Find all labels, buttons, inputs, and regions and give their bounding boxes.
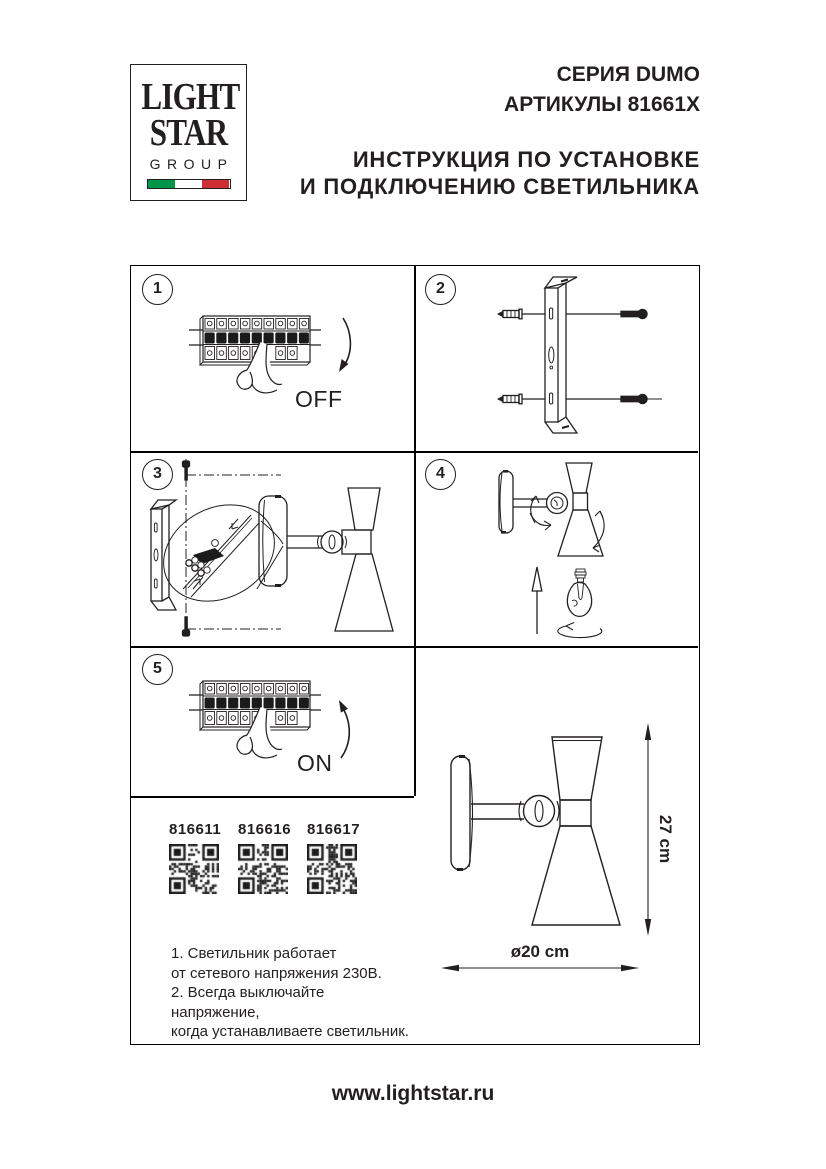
arrow-down-icon: [339, 318, 350, 372]
step2-panel: [414, 266, 701, 451]
lamp-canopy-icon: [451, 755, 473, 871]
diameter-dimension-label: ø20 cm: [510, 942, 570, 961]
qr-item: [307, 821, 361, 894]
qr-code: [169, 844, 219, 894]
logo-word-group: GROUP: [149, 156, 234, 172]
mounting-bracket-illustration: [414, 266, 701, 451]
qr-item: [238, 821, 292, 894]
rotate-arrow-knob-icon: [530, 496, 551, 530]
articles-title: АРТИКУЛЫ 81661X: [504, 93, 700, 116]
light-bulb-icon: [567, 569, 591, 616]
qr-code: [238, 844, 288, 894]
step1-number-badge: 1: [142, 274, 173, 305]
lightstar-logo: [130, 64, 247, 201]
up-arrow-icon: [532, 567, 542, 634]
website-url: www.lightstar.ru: [331, 1082, 495, 1105]
note-line: 2. Всегда выключайте напряжение,: [171, 984, 325, 1021]
qr-article-number: 816617: [307, 821, 361, 838]
qr-article-number: 816611: [169, 821, 222, 838]
height-dimension-label: 27 cm: [656, 814, 675, 864]
circuit-breaker-off-illustration: [131, 266, 414, 451]
step1-panel: [131, 266, 414, 451]
screw-bottom-icon: [183, 617, 190, 636]
dimensions-panel: [414, 646, 701, 1046]
qr-article-number: 816616: [238, 821, 292, 838]
series-block: [504, 60, 700, 120]
safety-notes: [171, 944, 414, 1042]
instruction-title-line1: ИНСТРУКЦИЯ ПО УСТАНОВКЕ: [352, 147, 700, 172]
step2-number-badge: 2: [425, 274, 456, 305]
qr-notes-panel: [131, 796, 414, 1046]
logo-word-star: STAR: [149, 112, 228, 154]
screw-top-icon: [183, 461, 190, 480]
lamp-shade-icon: [532, 737, 620, 925]
lamp-arm-icon: [471, 804, 524, 819]
arrow-up-icon: [339, 700, 349, 758]
rotate-arrow-bulb-icon: [558, 623, 602, 638]
centerline-horizontal: [186, 475, 281, 629]
adjustment-knob-icon: [519, 796, 559, 827]
series-title: СЕРИЯ DUMO: [556, 63, 700, 86]
qr-row: [169, 821, 361, 894]
wall-bracket-icon: [545, 277, 577, 433]
wall-anchor-bottom-icon: [497, 394, 545, 404]
adjustment-knob-icon: [547, 493, 568, 514]
screw-bottom-icon: [566, 394, 662, 403]
note-line: когда устанавливаете светильник.: [171, 1023, 409, 1040]
italian-flag-stripe: [147, 179, 231, 189]
note-line: 1. Светильник работает: [171, 945, 337, 962]
circuit-breaker-on-illustration: [131, 646, 414, 796]
note-line: от сетевого напряжения 230В.: [171, 964, 382, 982]
instruction-title: [300, 146, 700, 200]
lamp-canopy-icon: [499, 470, 513, 534]
lamp-arm-icon: [513, 499, 547, 507]
lamp-mounting-illustration: [131, 451, 414, 646]
lamp-adjustment-illustration: [414, 451, 701, 646]
on-label: ON: [297, 750, 333, 776]
logo-word-light: LIGHT: [141, 76, 240, 118]
flag-red: [202, 180, 229, 188]
lamp-dimensions-illustration: [414, 646, 701, 1046]
qr-item: [169, 821, 222, 894]
step3-panel: [131, 451, 414, 646]
step4-panel: [414, 451, 701, 646]
flag-white: [175, 180, 202, 188]
height-dimension: [645, 723, 651, 936]
instruction-title-line2: И ПОДКЛЮЧЕНИЮ СВЕТИЛЬНИКА: [299, 174, 700, 199]
diameter-dimension: [441, 965, 639, 971]
step5-number-badge: 5: [142, 654, 173, 685]
qr-code: [307, 844, 357, 894]
off-label: OFF: [295, 386, 343, 412]
flag-green: [148, 180, 175, 188]
step5-panel: [131, 646, 414, 796]
wall-anchor-top-icon: [497, 309, 545, 319]
steps-table: [130, 265, 700, 1045]
lamp-shade-icon: [335, 488, 393, 631]
circuit-breaker-icon: [189, 316, 321, 393]
wall-bracket-icon: [151, 500, 176, 610]
screw-top-icon: [566, 309, 647, 318]
step3-number-badge: 3: [142, 459, 173, 490]
step4-number-badge: 4: [425, 459, 456, 490]
circuit-breaker-icon: [189, 681, 321, 758]
